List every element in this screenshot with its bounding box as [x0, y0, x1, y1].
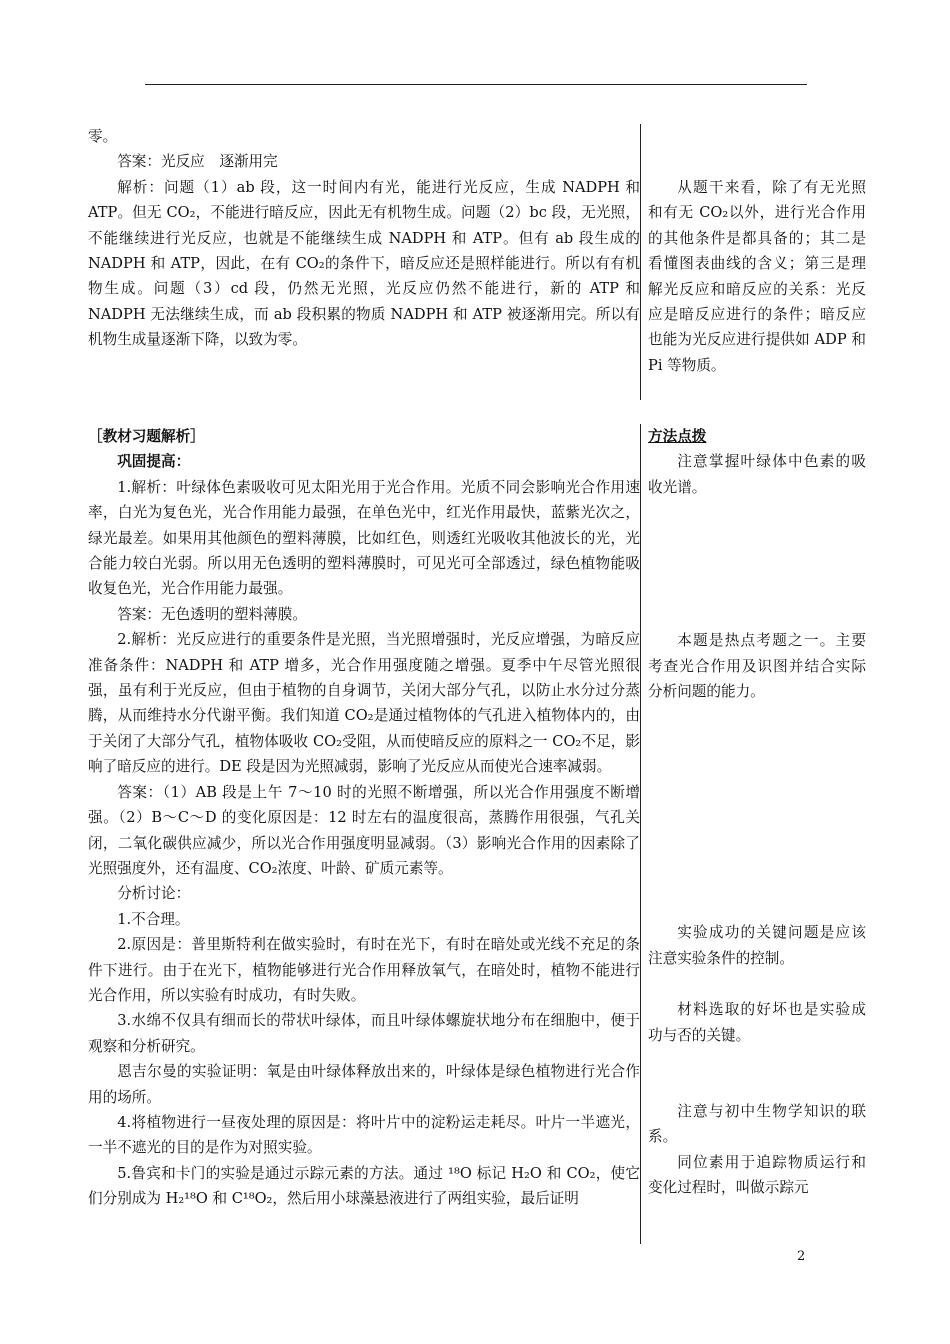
- tip-4: 材料选取的好坏也是实验成功与否的关键。: [648, 1001, 866, 1044]
- exercise-block: [88, 424, 910, 1244]
- tip-6: 同位素用于追踪物质运行和变化过程时，叫做示踪元: [648, 1153, 866, 1197]
- discussion-3-conclusion: 恩吉尔曼的实验证明：氧是由叶绿体释放出来的，叶绿体是绿色植物进行光合作用的场所。: [88, 1063, 640, 1106]
- main-column: [88, 424, 640, 1244]
- column-divider: [640, 424, 641, 1244]
- discussion-4: 4.将植物进行一昼夜处理的原因是：将叶片中的淀粉运走耗尽。叶片一半遮光，一半不遮光的目的是作为对照实验。: [88, 1113, 640, 1157]
- question-1-explanation: 1.解析：叶绿体色素吸收可见太阳光用于光合作用。光质不同会影响光合作用速率，白光为复色光，光合作用能力最强，在单色光中，红光作用最快，蓝紫光次之，绿光最差。如果用其他颜色的塑料薄膜，比如红色，则透红光吸收其他波长的光，光合能力较白光弱。所以用无色透明的塑料薄膜时，可见光可全部透过，绿色植物能吸收复色光，光合作用能力最强。: [88, 478, 640, 598]
- column-divider: [640, 124, 641, 400]
- discussion-label: 分析讨论：: [117, 885, 191, 903]
- discussion-3: 3.水绵不仅具有细而长的带状叶绿体，而且叶绿体螺旋状地分布在细胞中，便于观察和分析研究。: [88, 1012, 640, 1055]
- main-column: [88, 124, 640, 400]
- tip-5: 注意与初中生物学知识的联系。: [648, 1103, 866, 1146]
- question-1-answer: 答案：无色透明的塑料薄膜。: [117, 605, 307, 623]
- tip-2: 本题是热点考题之一。主要考查光合作用及识图并结合实际分析问题的能力。: [648, 632, 866, 701]
- tip-3: 实验成功的关键问题是应该注意实验条件的控制。: [648, 924, 866, 967]
- discussion-1: 1.不合理。: [117, 910, 190, 928]
- section-heading: ［教材习题解析］: [88, 428, 205, 445]
- side-column: [648, 424, 866, 1244]
- tip-1: 注意掌握叶绿体中色素的吸收光谱。: [648, 453, 866, 496]
- answer-block: [88, 124, 910, 400]
- subheading: 巩固提高：: [117, 453, 191, 471]
- tips-heading: 方法点拨: [648, 428, 707, 445]
- question-2-explanation: 2.解析：光反应进行的重要条件是光照，当光照增强时，光反应增强，为暗反应准备条件：NADPH 和 ATP 增多，光合作用强度随之增强。夏季中午尽管光照很强，虽有利于光反应，但由于植物的自身调节，关闭大部分气孔，以防止水分过分蒸腾，从而维持水分代谢平衡。我们知道 CO₂是通过植物体的气孔进入植物体内的，由于关闭了大部分气孔，植物体吸收 CO₂受阻，从而使暗反应的原料之一 CO₂不足，影响了暗反应的进行。DE 段是因为光照减弱，影响了光反应从而使光合速率减弱。: [88, 631, 640, 776]
- page-number: 2: [797, 1249, 806, 1264]
- side-column: [648, 124, 866, 400]
- discussion-2: 2.原因是：普里斯特利在做实验时，有时在光下，有时在暗处或光线不充足的条件下进行。由于在光下，植物能够进行光合作用释放氧气，在暗处时，植物不能进行光合作用，所以实验有时成功，有时失败。: [88, 936, 640, 1004]
- explanation-text: 解析：问题（1）ab 段，这一时间内有光，能进行光反应，生成 NADPH 和 ATP。但无 CO₂，不能进行暗反应，因此无有机物生成。问题（2）bc 段，无光照，不能继续进行光反应，也就是不能继续生成 NADPH 和 ATP。但有 ab 段生成的 NADPH 和 ATP，因此，在有 CO₂的条件下，暗反应还是照样能进行。所以有有机物生成。问题（3）cd 段，仍然无光照，光反应仍然不能进行，新的 ATP 和 NADPH 无法继续生成，而 ab 段积累的物质 NADPH 和 ATP 被逐渐用完。所以有机物生成量逐渐下降，以致为零。: [88, 178, 640, 349]
- answer-text: 答案：光反应 逐渐用完: [117, 153, 278, 171]
- discussion-5: 5.鲁宾和卡门的实验是通过示踪元素的方法。通过 ¹⁸O 标记 H₂O 和 CO₂，使它们分别成为 H₂¹⁸O 和 C¹⁸O₂，然后用小球藻悬液进行了两组实验，最后证明: [88, 1164, 640, 1208]
- question-2-answer: 答案：（1）AB 段是上午 7～10 时的光照不断增强，所以光合作用强度不断增强。（2）B～C～D 的变化原因是：12 时左右的温度很高，蒸腾作用很强，气孔关闭，二氧化碳供应减少，所以光合作用强度明显减弱。（3）影响光合作用的因素除了光照强度外，还有温度、CO₂浓度、叶龄、矿质元素等。: [88, 783, 640, 877]
- header-rule: [145, 84, 807, 85]
- side-note: 从题干来看，除了有无光照和有无 CO₂以外，进行光合作用的其他条件是都具备的；其二是看懂图表曲线的含义；第三是理解光反应和暗反应的关系：光反应是暗反应进行的条件；暗反应也能为光反应进行提供如 ADP 和 Pi 等物质。: [648, 179, 866, 374]
- paragraph: 零。: [88, 128, 118, 145]
